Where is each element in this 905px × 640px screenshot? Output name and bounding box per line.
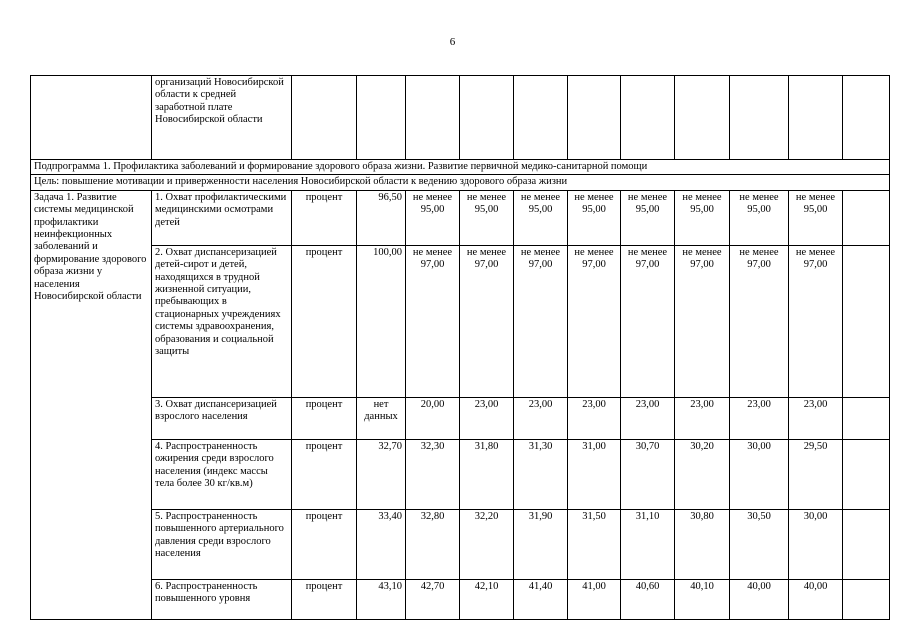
value-cell: 31,00 (568, 439, 621, 509)
indicator-cell: 3. Охват диспансеризацией взрослого населения (152, 397, 292, 439)
subprogram-title: Подпрограмма 1. Профилактика заболеваний и формирование здорового образа жизни. Развитие первичной медико-санитарной помощи (31, 160, 890, 175)
value-cell: 30,00 (789, 509, 843, 579)
indicator-cell: 1. Охват профилактическими медицинскими осмотрами детей (152, 190, 292, 245)
value-cell: не менее 95,00 (675, 190, 730, 245)
subprogram-row (31, 160, 890, 175)
value-cell: 31,10 (621, 509, 675, 579)
value-cell: 42,70 (406, 579, 460, 619)
value-cell: не менее 97,00 (406, 245, 460, 397)
value-cell: не менее 97,00 (568, 245, 621, 397)
value-cell: 23,00 (460, 397, 514, 439)
empty-cell (843, 439, 890, 509)
value-cell: 31,80 (460, 439, 514, 509)
value-cell: не менее 95,00 (789, 190, 843, 245)
value-cell: 40,10 (675, 579, 730, 619)
table-row (31, 190, 890, 245)
value-cell: не менее 95,00 (514, 190, 568, 245)
base-value-cell: нет данных (357, 397, 406, 439)
indicator-cell: 2. Охват диспансеризацией детей-сирот и детей, находящихся в трудной жизненной ситуации, пребывающих в стационарных учреждениях системы здравоохранения, образования и социальной защиты (152, 245, 292, 397)
value-cell: не менее 95,00 (406, 190, 460, 245)
value-cell: 41,00 (568, 579, 621, 619)
value-cell: 23,00 (789, 397, 843, 439)
value-cell: 32,80 (406, 509, 460, 579)
empty-cell (843, 397, 890, 439)
value-cell: 30,80 (675, 509, 730, 579)
empty-cell (843, 579, 890, 619)
value-cell: не менее 97,00 (460, 245, 514, 397)
value-cell: 31,50 (568, 509, 621, 579)
value-cell: 31,30 (514, 439, 568, 509)
goal-title: Цель: повышение мотивации и приверженности населения Новосибирской области к ведению здорового образа жизни (31, 175, 890, 190)
value-cell: 30,00 (730, 439, 789, 509)
task-cell: Задача 1. Развитие системы медицинской профилактики неинфекционных заболеваний и формирование здорового образа жизни у населения Новосибирской области (31, 190, 152, 619)
value-cell: 42,10 (460, 579, 514, 619)
value-cell: не менее 97,00 (621, 245, 675, 397)
empty-cell (843, 190, 890, 245)
value-cell: 31,90 (514, 509, 568, 579)
value-cell: 40,00 (789, 579, 843, 619)
value-cell: 29,50 (789, 439, 843, 509)
value-cell: 23,00 (675, 397, 730, 439)
indicator-cell: 5. Распространенность повышенного артериального давления среди взрослого населения (152, 509, 292, 579)
table-row (31, 579, 890, 619)
value-cell: не менее 97,00 (730, 245, 789, 397)
table-body (31, 76, 890, 620)
table-row (31, 245, 890, 397)
empty-cell (843, 509, 890, 579)
unit-cell: процент (292, 579, 357, 619)
value-cell: 23,00 (514, 397, 568, 439)
unit-cell: процент (292, 509, 357, 579)
base-value-cell: 32,70 (357, 439, 406, 509)
value-cell: 30,70 (621, 439, 675, 509)
value-cell: не менее 95,00 (568, 190, 621, 245)
base-value-cell: 43,10 (357, 579, 406, 619)
value-cell: 32,20 (460, 509, 514, 579)
task-cell-empty (31, 76, 152, 160)
table-row (31, 509, 890, 579)
goal-row (31, 175, 890, 190)
empty-cell (843, 245, 890, 397)
indicator-table (30, 75, 890, 620)
indicator-cell: организаций Новосибирской области к средней заработной плате Новосибирской области (152, 76, 292, 160)
unit-cell: процент (292, 397, 357, 439)
value-cell: не менее 95,00 (730, 190, 789, 245)
table-row (31, 397, 890, 439)
unit-cell: процент (292, 190, 357, 245)
value-cell: 32,30 (406, 439, 460, 509)
indicator-cell: 4. Распространенность ожирения среди взрослого населения (индекс массы тела более 30 кг/кв.м) (152, 439, 292, 509)
value-cell: 30,50 (730, 509, 789, 579)
value-cell: 23,00 (621, 397, 675, 439)
value-cell: 40,60 (621, 579, 675, 619)
unit-cell: процент (292, 439, 357, 509)
value-cell: 40,00 (730, 579, 789, 619)
base-value-cell: 33,40 (357, 509, 406, 579)
value-cell: 41,40 (514, 579, 568, 619)
unit-cell: процент (292, 245, 357, 397)
table-row (31, 76, 890, 160)
base-value-cell: 100,00 (357, 245, 406, 397)
value-cell: не менее 97,00 (675, 245, 730, 397)
value-cell: не менее 95,00 (460, 190, 514, 245)
indicator-cell: 6. Распространенность повышенного уровня (152, 579, 292, 619)
value-cell: 30,20 (675, 439, 730, 509)
table-row (31, 439, 890, 509)
value-cell: 20,00 (406, 397, 460, 439)
base-value-cell: 96,50 (357, 190, 406, 245)
value-cell: 23,00 (568, 397, 621, 439)
value-cell: не менее 97,00 (514, 245, 568, 397)
value-cell: не менее 97,00 (789, 245, 843, 397)
value-cell: не менее 95,00 (621, 190, 675, 245)
page-number: 6 (449, 36, 456, 48)
value-cell: 23,00 (730, 397, 789, 439)
